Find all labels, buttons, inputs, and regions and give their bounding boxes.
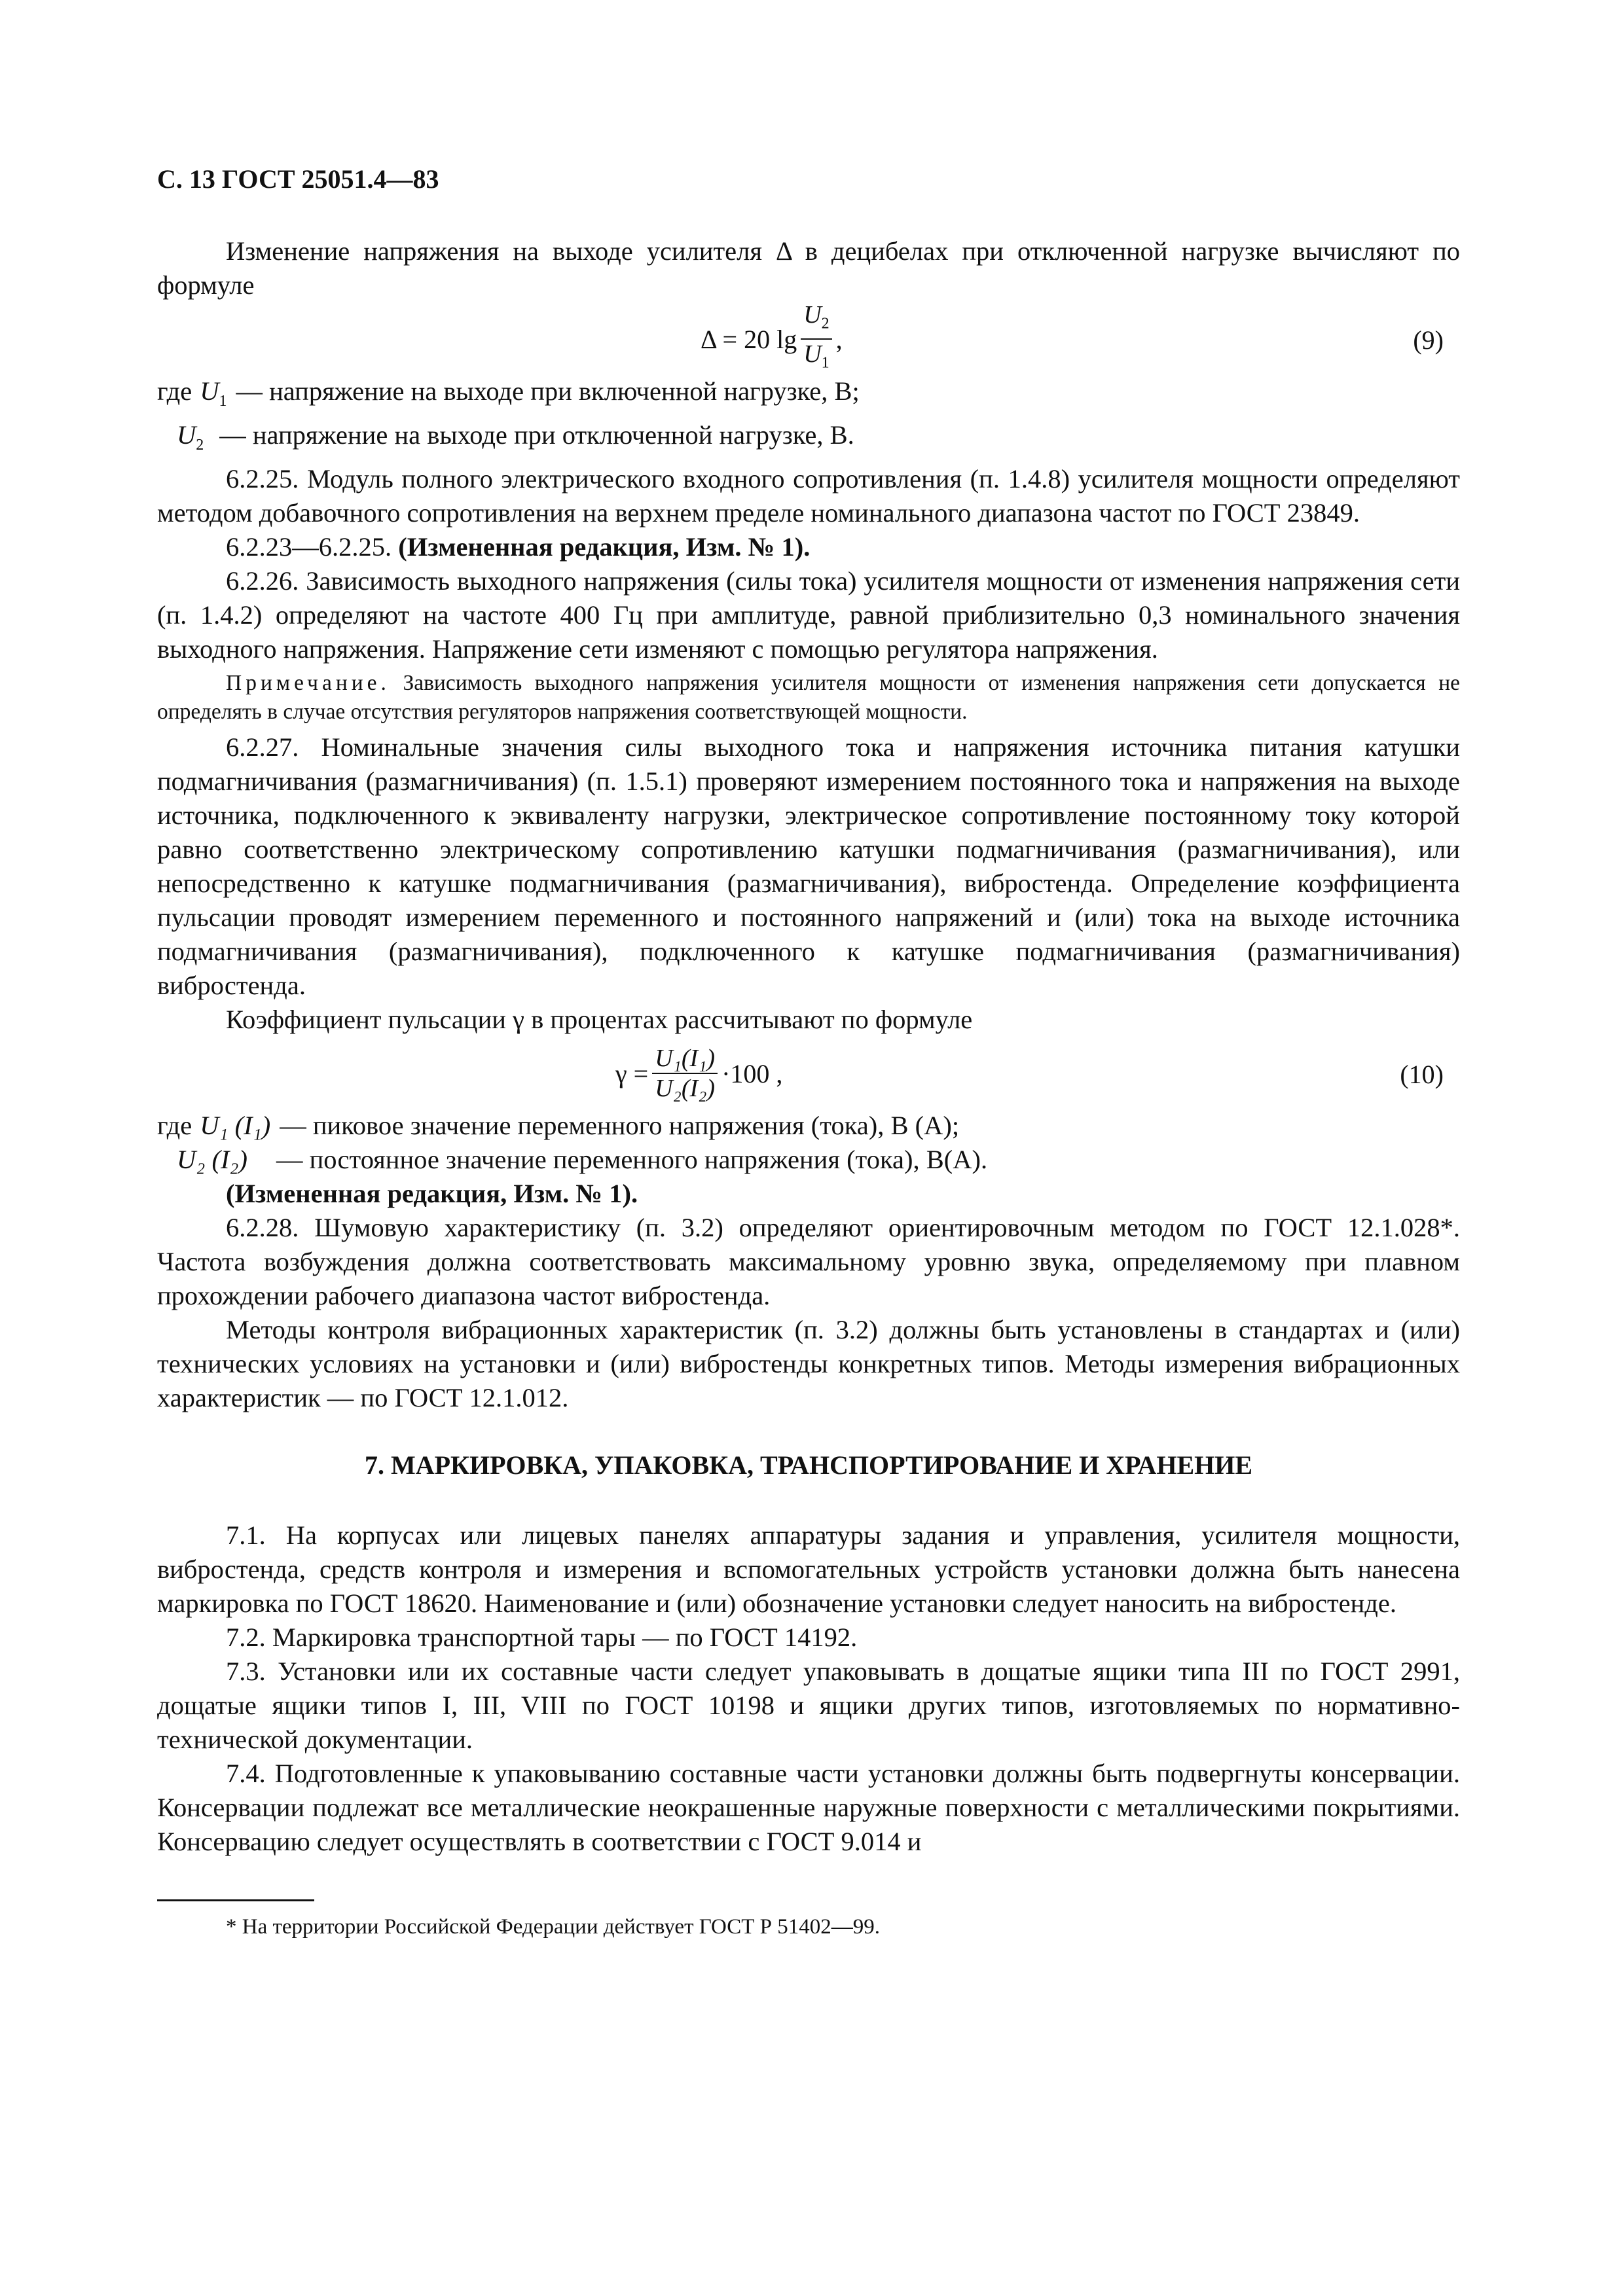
where-10-symbol-2: U₂ (I₂) xyxy=(177,1145,247,1175)
formula-9-number: (9) xyxy=(1413,325,1444,355)
page-header: С. 13 ГОСТ 25051.4—83 xyxy=(157,164,439,194)
paragraph-7-4: 7.4. Подготовленные к упаковыванию составные части установки должны быть подвергнуты консервации. Консервации подлежат все металлические неокрашенные наружные поверхности с металлическими покрытиями. Консервацию следует осуществлять в соответствии с ГОСТ 9.014 и xyxy=(157,1759,1460,1857)
paragraph-7-3: 7.3. Установки или их составные части следует упаковывать в дощатые ящики типа III по ГОСТ 2991, дощатые ящики типов I, III, VIII по ГОСТ 10198 и ящики других типов, изготовляемых по нормативно-технической документации. xyxy=(157,1657,1460,1755)
formula-9-lhs: Δ = 20 lg xyxy=(701,324,797,354)
paragraph-6-2-26: 6.2.26. Зависимость выходного напряжения (силы тока) усилителя мощности от изменения напряжения сети (п. 1.4.2) определяют на частоте 400 Гц при амплитуде, равной приблизительно 0,3 номинального значения выходного напряжения. Напряжение сети изменяют с помощью регулятора напряжения. xyxy=(157,566,1460,664)
paragraph-6-2-27: 6.2.27. Номинальные значения силы выходного тока и напряжения источника питания катушки подмагничивания (размагничивания) (п. 1.5.1) проверяют измерением постоянного тока и напряжения на выходе источника, подключенного к эквиваленту нагрузки, электрическое сопротивление постоянному току которой равно соответственно электрическому сопротивлению катушки подмагничивания (размагничивания), или непосредственно к катушке подмагничивания (размагничивания), вибростенда. Определение коэффициента пульсации проводят измерением переменного и постоянного напряжений и (или) тока на выходе источника подмагничивания (размагничивания), подключенного к катушке подмагничивания (размагничивания) вибростенда. xyxy=(157,732,1460,1001)
formula-9 xyxy=(157,301,1460,372)
where-10-text-2: — постоянное значение переменного напряжения (тока), В(А). xyxy=(276,1145,988,1175)
where-9-text-1: — напряжение на выходе при включенной нагрузке, В; xyxy=(236,376,860,406)
paragraph-vibration-methods: Методы контроля вибрационных характеристик (п. 3.2) должны быть установлены в стандартах и (или) технических условиях на установки и (или) вибростенды конкретных типов. Методы измерения вибрационных характеристик — по ГОСТ 12.1.012. xyxy=(157,1315,1460,1413)
formula-10-tail: ·100 , xyxy=(721,1058,783,1088)
where-9-row-2: $U_2$ — напряжение на выходе при отключенной нагрузке, В. xyxy=(157,418,1460,462)
formula-9-denominator: U xyxy=(803,340,822,368)
formula-9-tail: , xyxy=(835,324,843,354)
paragraph-7-1: 7.1. На корпусах или лицевых панелях аппаратуры задания и управления, усилителя мощности, вибростенда, средств контроля и измерения и вспомогательных устройств установки должна быть нанесена маркировка по ГОСТ 18620. Наименование и (или) обозначение установки следует наносить на вибростенде. xyxy=(157,1520,1460,1619)
paragraph-gamma-intro: Коэффициент пульсации γ в процентах рассчитывают по формуле xyxy=(226,1005,973,1035)
paragraph-delta-intro: Изменение напряжения на выходе усилителя Δ в децибелах при отключенной нагрузке вычисляют по формуле xyxy=(157,236,1460,300)
note xyxy=(157,669,1460,726)
note-label: Примечание. xyxy=(226,671,390,696)
section-7-heading: 7. МАРКИРОВКА, УПАКОВКА, ТРАНСПОРТИРОВАНИЕ И ХРАНЕНИЕ xyxy=(364,1450,1253,1480)
formula-10-number: (10) xyxy=(1400,1060,1444,1090)
formula-10-numerator: U₁(I₁) xyxy=(652,1044,718,1074)
formula-10-denominator: U₂(I₂) xyxy=(655,1075,716,1103)
paragraph-6-2-28: 6.2.28. Шумовую характеристику (п. 3.2) определяют ориентировочным методом по ГОСТ 12.1.028*. Частота возбуждения должна соответствовать максимальному уровню звука, определяемому при плавном прохождении рабочего диапазона частот вибростенда. xyxy=(157,1213,1460,1311)
formula-10-expression xyxy=(615,1041,782,1106)
footnote-divider xyxy=(157,1899,314,1901)
where-9-lead: где xyxy=(157,376,192,406)
paragraph-amendment-2: (Измененная редакция, Изм. № 1). xyxy=(226,1179,638,1209)
document-page xyxy=(157,164,1460,1941)
formula-9-numerator: U xyxy=(803,301,822,329)
formula-10-lhs: γ = xyxy=(615,1058,649,1088)
formula-9-expression xyxy=(701,301,843,372)
formula-9-fraction: $\frac{U_2}{U_1}$ xyxy=(801,300,831,377)
where-9-text-2: — напряжение на выходе при отключенной нагрузке, В. xyxy=(219,420,854,450)
formula-10 xyxy=(157,1041,1460,1106)
paragraph-amendment-1: 6.2.23—6.2.25. (Измененная редакция, Изм. № 1). xyxy=(226,532,811,562)
note-text: Зависимость выходного напряжения усилителя мощности от изменения напряжения сети допускается не определять в случае отсутствия регуляторов напряжения соответствующей мощности. xyxy=(157,671,1460,725)
where-9-row-1: где $U_1$ — напряжение на выходе при включенной нагрузке, В; xyxy=(157,374,1460,418)
where-10-row-1 xyxy=(157,1109,1460,1143)
where-10-lead: где xyxy=(157,1111,192,1141)
footnote: * На территории Российской Федерации действует ГОСТ Р 51402—99. xyxy=(226,1915,881,1939)
formula-10-fraction xyxy=(652,1044,718,1103)
where-10-row-2 xyxy=(157,1143,1460,1177)
where-10-symbol-1: U₁ (I₁) xyxy=(200,1111,271,1141)
where-10-text-1: — пиковое значение переменного напряжения (тока), В (А); xyxy=(280,1111,960,1141)
paragraph-6-2-25: 6.2.25. Модуль полного электрического входного сопротивления (п. 1.4.8) усилителя мощности определяют методом добавочного сопротивления на верхнем пределе номинального диапазона частот по ГОСТ 23849. xyxy=(157,464,1460,528)
paragraph-7-2: 7.2. Маркировка транспортной тары — по ГОСТ 14192. xyxy=(226,1623,858,1653)
